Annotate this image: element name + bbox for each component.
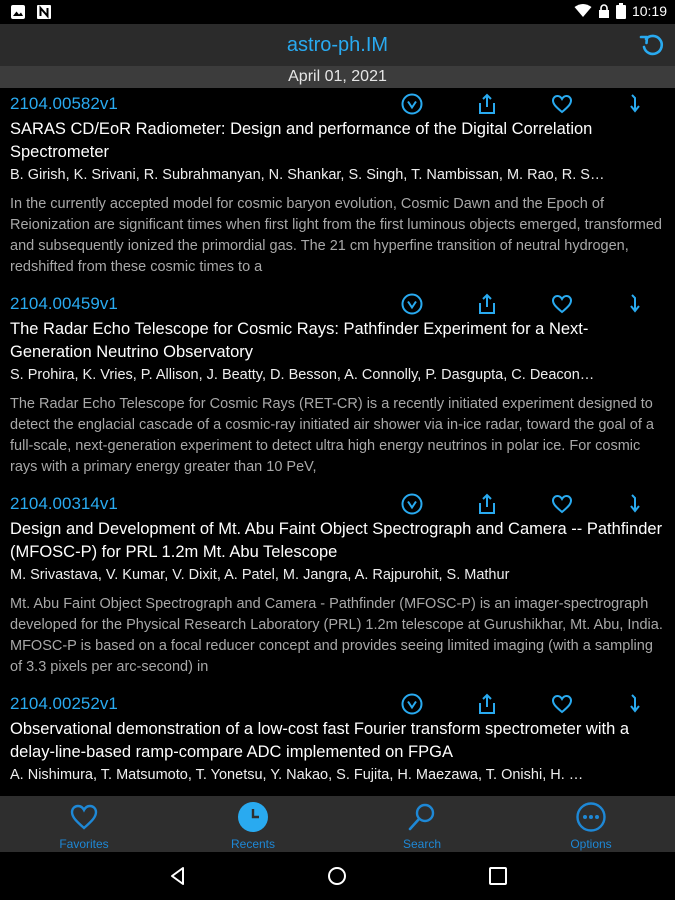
clock-icon <box>237 801 269 833</box>
app-title: astro-ph.IM <box>286 34 389 56</box>
tab-search[interactable] <box>338 796 506 852</box>
article-id-link[interactable]: 2104.00459v1 <box>10 294 118 313</box>
download-icon[interactable] <box>625 692 649 716</box>
article-actions <box>0 492 675 518</box>
share-icon[interactable] <box>475 292 499 316</box>
article-authors: S. Prohira, K. Vries, P. Allison, J. Beatty, D. Besson, A. Connolly, P. Dasgupta, C. Deacon… <box>10 367 595 383</box>
wifi-icon <box>574 4 592 18</box>
article-abstract: The Radar Echo Telescope for Cosmic Rays (RET-CR) is a recently initiated experiment designed to detect the englacial cascade of a cosmic-ray initiated air shower via in-ice radar, toward the goal of a full-scale, next-generation experiment to detect ultra high energy neutrinos in polar ice. For cosmic rays with a primary energy greater than 10 PeV, <box>10 396 654 475</box>
photo-notification-icon <box>10 4 26 20</box>
article-id-link[interactable]: 2104.00314v1 <box>10 494 118 513</box>
n-notification-icon <box>36 4 52 20</box>
favorite-heart-icon[interactable] <box>550 92 574 116</box>
article-authors: A. Nishimura, T. Matsumoto, T. Yonetsu, Y. Nakao, S. Fujita, H. Maezawa, T. Onishi, H. … <box>10 767 584 783</box>
expand-circle-icon[interactable] <box>400 92 424 116</box>
refresh-icon[interactable] <box>637 30 667 60</box>
article-id-link[interactable]: 2104.00252v1 <box>10 694 118 713</box>
favorite-heart-icon[interactable] <box>550 692 574 716</box>
article-title[interactable]: Observational demonstration of a low-cost fast Fourier transform spectrometer with a delay-line-based ramp-compare ADC implemented on FPGA <box>10 720 629 761</box>
recent-apps-icon[interactable] <box>488 866 508 886</box>
article-actions <box>0 292 675 318</box>
tab-favorites-label: Favorites <box>59 837 109 851</box>
article-id-link[interactable]: 2104.00582v1 <box>10 94 118 113</box>
article-list[interactable] <box>0 88 675 796</box>
article-title[interactable]: The Radar Echo Telescope for Cosmic Rays: Pathfinder Experiment for a Next-Generation Neutrino Observatory <box>10 320 589 361</box>
expand-circle-icon[interactable] <box>400 692 424 716</box>
favorite-heart-icon[interactable] <box>550 292 574 316</box>
battery-icon <box>616 3 626 19</box>
share-icon[interactable] <box>475 692 499 716</box>
status-bar <box>0 0 675 24</box>
tab-search-label: Search <box>402 837 442 851</box>
date-header: April 01, 2021 <box>0 66 675 88</box>
article-title[interactable]: Design and Development of Mt. Abu Faint Object Spectrograph and Camera -- Pathfinder (MFOSC-P) for PRL 1.2m Mt. Abu Telescope <box>10 520 663 561</box>
app-bar <box>0 24 675 66</box>
clock: 10:19 <box>631 3 667 19</box>
lock-icon <box>598 4 610 18</box>
article-abstract: In the currently accepted model for cosmic baryon evolution, Cosmic Dawn and the Epoch of Reionization are significant times when first light from the first luminous objects emerged, transformed and subsequently ionized the primordial gas. The 21 cm hyperfine transition of neutral hydrogen, redshifted from these cosmic times to a <box>10 196 662 275</box>
article-authors: B. Girish, K. Srivani, R. Subrahmanyan, N. Shankar, S. Singh, T. Nambissan, M. Rao, R. S… <box>10 167 605 183</box>
tab-options[interactable] <box>507 796 675 852</box>
more-options-icon <box>575 801 607 833</box>
expand-circle-icon[interactable] <box>400 492 424 516</box>
article-abstract: Mt. Abu Faint Object Spectrograph and Camera - Pathfinder (MFOSC-P) is an imager-spectrograph developed for the Physical Research Laboratory (PRL) 1.2m telescope at Gurushikhar, Mt. Abu, India. MFOSC-P is based on a focal reducer concept and provides seeing limited imaging (with a sampling of 3.3 pixels per arc-second) in <box>10 596 663 675</box>
download-icon[interactable] <box>625 92 649 116</box>
download-icon[interactable] <box>625 292 649 316</box>
share-icon[interactable] <box>475 492 499 516</box>
share-icon[interactable] <box>475 92 499 116</box>
article-authors: M. Srivastava, V. Kumar, V. Dixit, A. Patel, M. Jangra, A. Rajpurohit, S. Mathur <box>10 567 510 583</box>
back-icon[interactable] <box>168 866 188 886</box>
favorite-heart-icon[interactable] <box>550 492 574 516</box>
article-actions <box>0 692 675 718</box>
heart-icon <box>68 801 100 833</box>
article-actions <box>0 92 675 118</box>
search-icon <box>406 801 438 833</box>
home-icon[interactable] <box>327 866 347 886</box>
bottom-navigation <box>0 796 675 852</box>
article-title[interactable]: SARAS CD/EoR Radiometer: Design and performance of the Digital Correlation Spectrometer <box>10 120 593 161</box>
tab-recents-label: Recents <box>230 837 276 851</box>
tab-recents[interactable] <box>169 796 337 852</box>
tab-favorites[interactable] <box>0 796 168 852</box>
system-nav-bar <box>0 852 675 900</box>
tab-options-label: Options <box>570 837 612 851</box>
expand-circle-icon[interactable] <box>400 292 424 316</box>
download-icon[interactable] <box>625 492 649 516</box>
